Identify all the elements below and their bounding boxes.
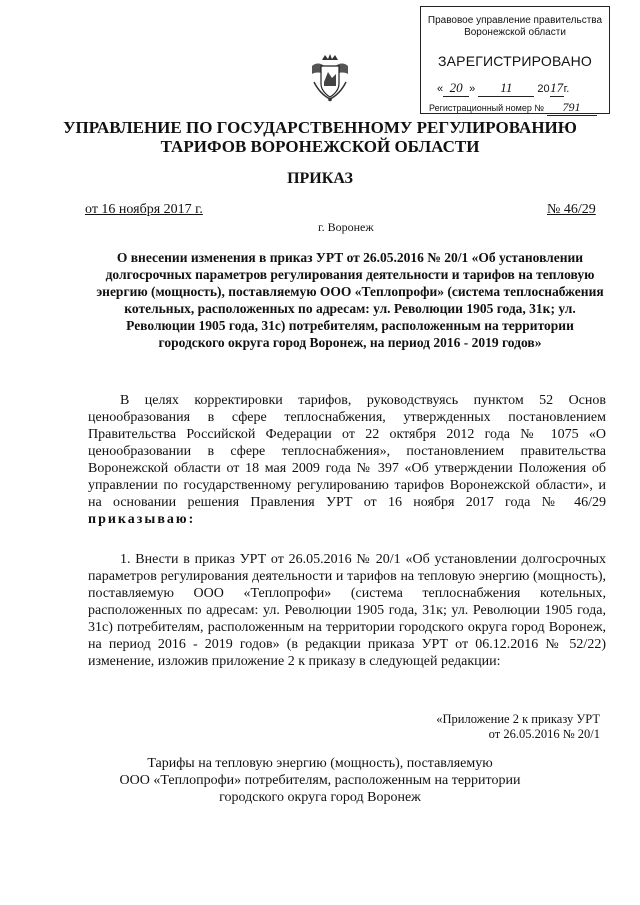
registration-stamp bbox=[420, 6, 610, 114]
org-title-line2: ТАРИФОВ ВОРОНЕЖСКОЙ ОБЛАСТИ bbox=[160, 137, 480, 156]
stamp-org-line1: Правовое управление правительства bbox=[427, 15, 603, 26]
order-word: приказываю: bbox=[88, 512, 196, 527]
order-subject: О внесении изменения в приказ УРТ от 26.05.2016 № 20/1 «Об установлении долгосрочных параметров регулирования деятельности и тарифов на тепловую энергию (мощность), поставляемую ООО «Теплопрофи» (система теплоснабжения котельных, расположенных по адресам: ул. Революции 1905 года, 31к; ул. Революции 1905 года, 31с) потребителям, расположенным на территории городского округа город Воронеж, на период 2016 - 2019 годов» bbox=[96, 250, 604, 350]
order-number: № 46/29 bbox=[547, 202, 596, 217]
stamp-date-day: 20 bbox=[443, 80, 469, 97]
stamp-reg-number: Регистрационный номер № 791 bbox=[429, 100, 597, 116]
clause-1-paragraph: 1. Внести в приказ УРТ от 26.05.2016 № 20/1 «Об установлении долгосрочных параметров регулирования деятельности и тарифов на тепловую энергию (мощность), поставляемую ООО «Теплопрофи» (система теплоснабжения котельных, расположенных по адресам: ул. Революции 1905 года, 31к; ул. Революции 1905 года, 31с) потребителям, расположенным на территории городского округа город Воронеж, на период 2016 - 2019 годов» (в редакции приказа УРТ от 06.12.2016 № 52/22) изменение, изложив приложение 2 к приказу в следующей редакции: bbox=[88, 552, 606, 669]
stamp-registered: ЗАРЕГИСТРИРОВАНО bbox=[437, 53, 593, 69]
stamp-org-line2: Воронежской области bbox=[464, 27, 566, 38]
stamp-reg-number-value: 791 bbox=[547, 100, 597, 116]
order-date: от 16 ноября 2017 г. bbox=[85, 202, 203, 217]
tariff-title bbox=[0, 755, 640, 806]
stamp-date-month: 11 bbox=[478, 80, 534, 97]
document-type: ПРИКАЗ bbox=[287, 170, 353, 187]
tariff-title-line3: городского округа город Воронеж bbox=[219, 790, 421, 805]
tariff-title-line1: Тарифы на тепловую энергию (мощность), поставляемую bbox=[147, 756, 493, 771]
coat-of-arms-icon bbox=[308, 52, 352, 102]
org-title-line1: УПРАВЛЕНИЕ ПО ГОСУДАРСТВЕННОМУ РЕГУЛИРОВАНИЮ bbox=[63, 118, 577, 137]
appendix-line1: «Приложение 2 к приказу УРТ bbox=[436, 712, 600, 726]
stamp-date-year: 17 bbox=[550, 80, 564, 95]
order-city: г. Воронеж bbox=[318, 220, 374, 234]
stamp-date: « 20 » 11 2017г. bbox=[437, 80, 570, 95]
preamble-text: В целях корректировки тарифов, руководствуясь пунктом 52 Основ ценообразования в сфере теплоснабжения, утвержденных постановлением Правительства Российской Федерации от 22 октября 2012 года № 1075 «О ценообразовании в сфере теплоснабжения», постановлением правительства Воронежской области от 18 мая 2009 года № 397 «Об утверждении Положения об управлении по государственному регулированию тарифов Воронежской области», и на основании решения Правления УРТ от 16 ноября 2017 года № 46/29 bbox=[88, 393, 606, 510]
appendix-line2: от 26.05.2016 № 20/1 bbox=[488, 727, 600, 741]
tariff-title-line2: ООО «Теплопрофи» потребителям, расположенным на территории bbox=[119, 773, 521, 788]
appendix-reference bbox=[436, 712, 600, 742]
preamble-paragraph bbox=[88, 392, 606, 528]
